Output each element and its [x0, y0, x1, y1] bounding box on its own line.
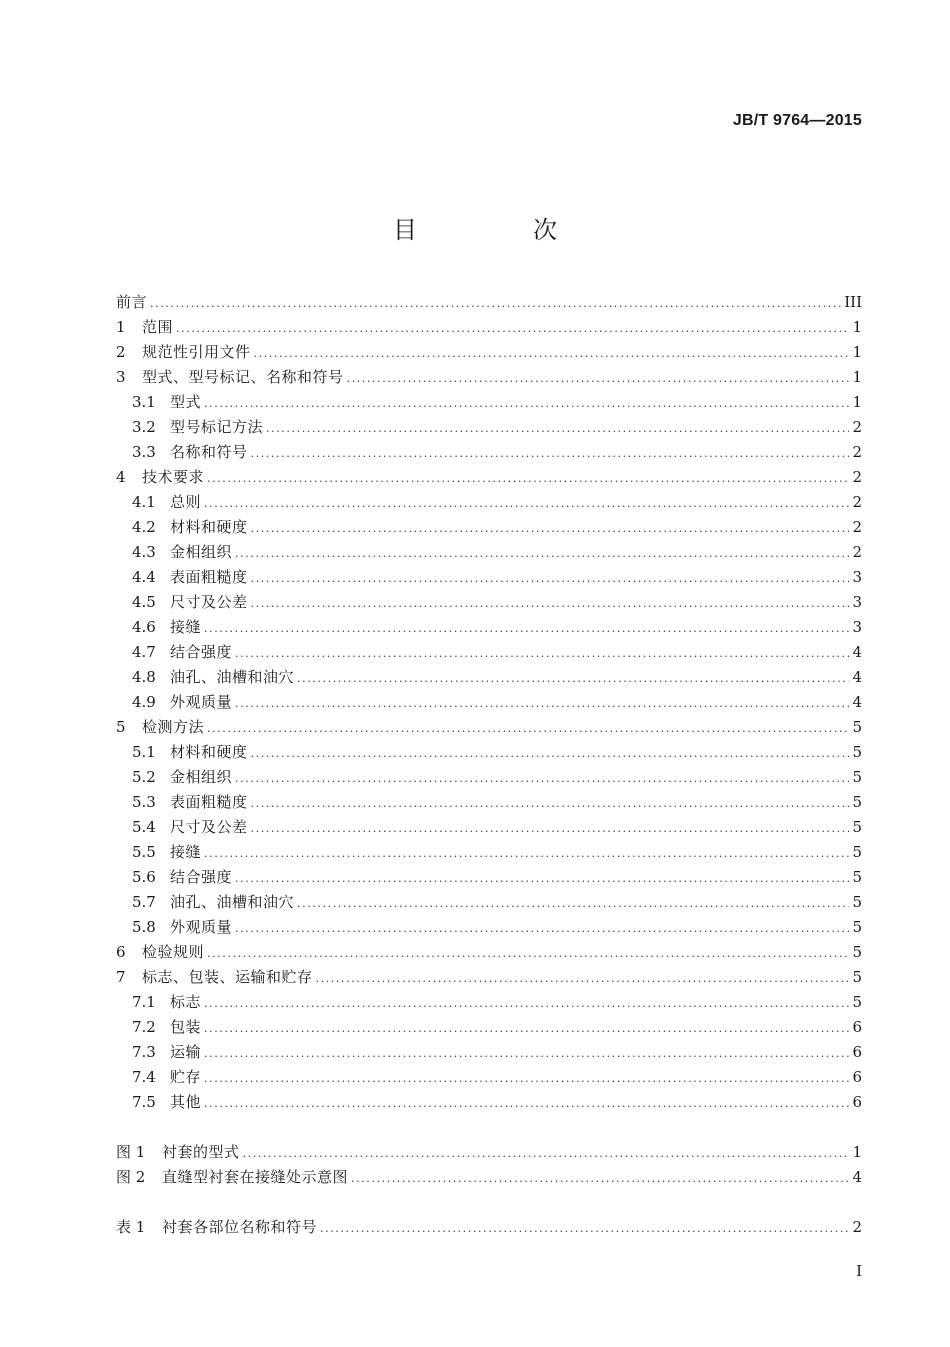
toc-entry-label: 标志	[170, 993, 202, 1011]
toc-entry[interactable]	[116, 1015, 862, 1040]
toc-entry-number: 7.1	[132, 993, 156, 1011]
toc-entry-page: 5	[852, 993, 862, 1011]
toc-entry-number: 图 1	[116, 1143, 146, 1161]
toc-entry-label: 包装	[170, 1018, 202, 1036]
toc-entry-number: 7.4	[132, 1068, 156, 1086]
toc-entry-page: 5	[852, 843, 862, 861]
toc-entry-label: 金相组织	[170, 768, 233, 786]
toc-entry-label: 油孔、油槽和油穴	[170, 893, 295, 911]
toc-entry-page: 2	[852, 468, 862, 486]
toc-entry-page: 1	[852, 393, 862, 411]
toc-entry-number: 7.5	[132, 1093, 156, 1111]
toc-entry-number: 4.9	[132, 693, 156, 711]
toc-entry-label: 前言	[116, 293, 148, 311]
toc-figure-list	[116, 1140, 862, 1190]
toc-leader-dots	[204, 491, 849, 516]
toc-leader-dots	[204, 1041, 849, 1066]
toc-entry-label: 材料和硬度	[170, 743, 248, 761]
toc-entry-number: 5.5	[132, 843, 156, 861]
toc-entry-page: 1	[852, 318, 862, 336]
toc-leader-dots	[204, 991, 849, 1016]
toc-entry-page: 6	[852, 1018, 862, 1036]
toc-leader-dots	[207, 941, 849, 966]
toc-entry-label: 衬套的型式	[162, 1143, 240, 1161]
toc-entry[interactable]	[116, 615, 862, 640]
toc-leader-dots	[243, 1141, 849, 1166]
toc-leader-dots	[176, 316, 849, 341]
toc-entry-page: 5	[852, 893, 862, 911]
toc-entry-label: 名称和符号	[170, 443, 248, 461]
toc-leader-dots	[251, 816, 849, 841]
toc-entry[interactable]	[116, 415, 862, 440]
toc-entry-label: 其他	[170, 1093, 202, 1111]
toc-entry[interactable]	[116, 740, 862, 765]
toc-entry-number: 3.1	[132, 393, 156, 411]
toc-main-list	[116, 290, 862, 1115]
toc-entry-page: 4	[852, 1168, 862, 1186]
toc-entry-label: 材料和硬度	[170, 518, 248, 536]
toc-leader-dots	[235, 916, 849, 941]
toc-entry-label: 贮存	[170, 1068, 202, 1086]
toc-entry[interactable]	[116, 815, 862, 840]
toc-entry[interactable]	[116, 340, 862, 365]
toc-entry-label: 规范性引用文件	[142, 343, 251, 361]
toc-entry-number: 5.4	[132, 818, 156, 836]
toc-entry-number: 5.1	[132, 743, 156, 761]
toc-entry-number: 5.7	[132, 893, 156, 911]
toc-entry-page: 5	[852, 743, 862, 761]
toc-leader-dots	[266, 416, 849, 441]
toc-leader-dots	[235, 641, 849, 666]
toc-entry-page: 5	[852, 943, 862, 961]
toc-entry-page: 5	[852, 768, 862, 786]
toc-entry-page: 2	[852, 493, 862, 511]
toc-entry-number: 5.2	[132, 768, 156, 786]
toc-entry-number: 4.5	[132, 593, 156, 611]
toc-entry-label: 金相组织	[170, 543, 233, 561]
toc-leader-dots	[251, 441, 849, 466]
toc-entry[interactable]	[116, 1040, 862, 1065]
toc-entry-label: 检验规则	[142, 943, 205, 961]
toc-entry-label: 接缝	[170, 843, 202, 861]
toc-leader-dots	[251, 516, 849, 541]
toc-entry[interactable]	[116, 915, 862, 940]
toc-entry[interactable]	[116, 515, 862, 540]
toc-entry[interactable]	[116, 1140, 862, 1165]
toc-entry[interactable]	[116, 765, 862, 790]
toc-entry[interactable]	[116, 790, 862, 815]
page-title: 目 次	[393, 216, 603, 244]
toc-entry-label: 技术要求	[142, 468, 205, 486]
toc-entry-number: 图 2	[116, 1168, 146, 1186]
toc-entry[interactable]	[116, 490, 862, 515]
toc-table-list	[116, 1215, 862, 1240]
toc-entry-page: 1	[852, 1143, 862, 1161]
toc-entry-label: 尺寸及公差	[170, 593, 248, 611]
toc-entry[interactable]	[116, 565, 862, 590]
toc-entry[interactable]	[116, 1165, 862, 1190]
toc-entry-number: 4.6	[132, 618, 156, 636]
toc-entry-label: 表面粗糙度	[170, 793, 248, 811]
toc-leader-dots	[235, 691, 849, 716]
toc-entry[interactable]	[116, 1090, 862, 1115]
toc-entry-page: 1	[852, 343, 862, 361]
toc-entry-page: 5	[852, 793, 862, 811]
toc-leader-dots	[235, 541, 849, 566]
toc-entry-label: 型式	[170, 393, 202, 411]
toc-entry[interactable]	[116, 315, 862, 340]
toc-entry-page: 6	[852, 1093, 862, 1111]
toc-leader-dots	[254, 341, 849, 366]
toc-entry-page: 2	[852, 518, 862, 536]
toc-entry-label: 外观质量	[170, 918, 233, 936]
toc-entry[interactable]	[116, 840, 862, 865]
toc-entry-label: 型式、型号标记、名称和符号	[142, 368, 344, 386]
toc-entry-page: 2	[852, 1218, 862, 1236]
toc-entry[interactable]	[116, 940, 862, 965]
toc-leader-dots	[320, 1216, 849, 1241]
toc-entry[interactable]	[116, 665, 862, 690]
toc-entry-number: 7.3	[132, 1043, 156, 1061]
toc-entry-label: 范围	[142, 318, 174, 336]
toc-leader-dots	[251, 741, 849, 766]
toc-entry[interactable]	[116, 440, 862, 465]
toc-entry-number: 7	[116, 968, 126, 986]
toc-entry-number: 4.1	[132, 493, 156, 511]
toc-entry-label: 外观质量	[170, 693, 233, 711]
toc-entry[interactable]	[116, 1065, 862, 1090]
toc-leader-dots	[150, 291, 841, 316]
toc-entry-page: 5	[852, 818, 862, 836]
toc-entry-page: 1	[852, 368, 862, 386]
toc-entry-label: 表面粗糙度	[170, 568, 248, 586]
toc-entry-number: 5.6	[132, 868, 156, 886]
toc-entry-number: 表 1	[116, 1218, 146, 1236]
standard-code: JB/T 9764—2015	[732, 112, 862, 129]
toc-leader-dots	[251, 566, 849, 591]
toc-entry-label: 运输	[170, 1043, 202, 1061]
toc-leader-dots	[297, 666, 849, 691]
toc-entry[interactable]	[116, 715, 862, 740]
toc-entry-number: 5.3	[132, 793, 156, 811]
toc-entry-number: 1	[116, 318, 126, 336]
toc-entry-page: 5	[852, 868, 862, 886]
toc-entry-label: 尺寸及公差	[170, 818, 248, 836]
toc-entry-page: 2	[852, 443, 862, 461]
toc-entry-label: 检测方法	[142, 718, 205, 736]
toc-entry-number: 5.8	[132, 918, 156, 936]
toc-entry-page: III	[844, 293, 862, 311]
toc-entry[interactable]	[116, 465, 862, 490]
toc-entry[interactable]	[116, 965, 862, 990]
toc-entry-label: 标志、包装、运输和贮存	[142, 968, 313, 986]
toc-leader-dots	[207, 466, 849, 491]
toc-entry-page: 6	[852, 1043, 862, 1061]
toc-leader-dots	[351, 1166, 849, 1191]
toc-entry-number: 3	[116, 368, 126, 386]
toc-entry-number: 2	[116, 343, 126, 361]
toc-entry[interactable]	[116, 365, 862, 390]
toc-entry-page: 3	[852, 618, 862, 636]
toc-entry-number: 5	[116, 718, 126, 736]
toc-entry-page: 4	[852, 643, 862, 661]
toc-entry-label: 结合强度	[170, 868, 233, 886]
toc-leader-dots	[316, 966, 849, 991]
toc-leader-dots	[204, 1091, 849, 1116]
toc-entry-page: 5	[852, 718, 862, 736]
page-number: I	[856, 1262, 862, 1280]
toc-entry[interactable]	[116, 290, 862, 315]
toc-entry-number: 4.2	[132, 518, 156, 536]
toc-entry-number: 7.2	[132, 1018, 156, 1036]
toc-leader-dots	[251, 591, 849, 616]
toc-entry-label: 衬套各部位名称和符号	[162, 1218, 318, 1236]
toc-entry-page: 2	[852, 543, 862, 561]
toc-entry-label: 直缝型衬套在接缝处示意图	[162, 1168, 349, 1186]
toc-entry-page: 5	[852, 968, 862, 986]
toc-entry-number: 4.7	[132, 643, 156, 661]
toc-entry[interactable]	[116, 390, 862, 415]
toc-leader-dots	[204, 391, 849, 416]
toc-entry-page: 6	[852, 1068, 862, 1086]
toc-leader-dots	[347, 366, 849, 391]
toc-entry-number: 3.3	[132, 443, 156, 461]
toc-entry-page: 4	[852, 693, 862, 711]
toc-entry[interactable]	[116, 1215, 862, 1240]
toc-entry-page: 4	[852, 668, 862, 686]
toc-leader-dots	[204, 616, 849, 641]
toc-leader-dots	[204, 841, 849, 866]
toc-entry[interactable]	[116, 890, 862, 915]
toc-entry-number: 4.4	[132, 568, 156, 586]
toc-leader-dots	[204, 1016, 849, 1041]
toc-entry-number: 3.2	[132, 418, 156, 436]
toc-leader-dots	[297, 891, 849, 916]
toc-entry-page: 3	[852, 593, 862, 611]
toc-entry-label: 型号标记方法	[170, 418, 264, 436]
toc-entry-label: 总则	[170, 493, 202, 511]
toc-leader-dots	[251, 791, 849, 816]
toc-entry[interactable]	[116, 540, 862, 565]
toc-entry-page: 3	[852, 568, 862, 586]
toc-entry-label: 油孔、油槽和油穴	[170, 668, 295, 686]
toc-leader-dots	[235, 866, 849, 891]
toc-entry-label: 结合强度	[170, 643, 233, 661]
toc-entry-label: 接缝	[170, 618, 202, 636]
toc-leader-dots	[204, 1066, 849, 1091]
toc-entry-number: 4.8	[132, 668, 156, 686]
toc-entry[interactable]	[116, 640, 862, 665]
toc-leader-dots	[235, 766, 849, 791]
toc-entry-number: 6	[116, 943, 126, 961]
toc-entry[interactable]	[116, 690, 862, 715]
toc-entry-number: 4	[116, 468, 126, 486]
toc-entry[interactable]	[116, 990, 862, 1015]
toc-entry-page: 5	[852, 918, 862, 936]
toc-entry[interactable]	[116, 865, 862, 890]
toc-leader-dots	[207, 716, 849, 741]
toc-entry[interactable]	[116, 590, 862, 615]
toc-entry-page: 2	[852, 418, 862, 436]
toc-entry-number: 4.3	[132, 543, 156, 561]
